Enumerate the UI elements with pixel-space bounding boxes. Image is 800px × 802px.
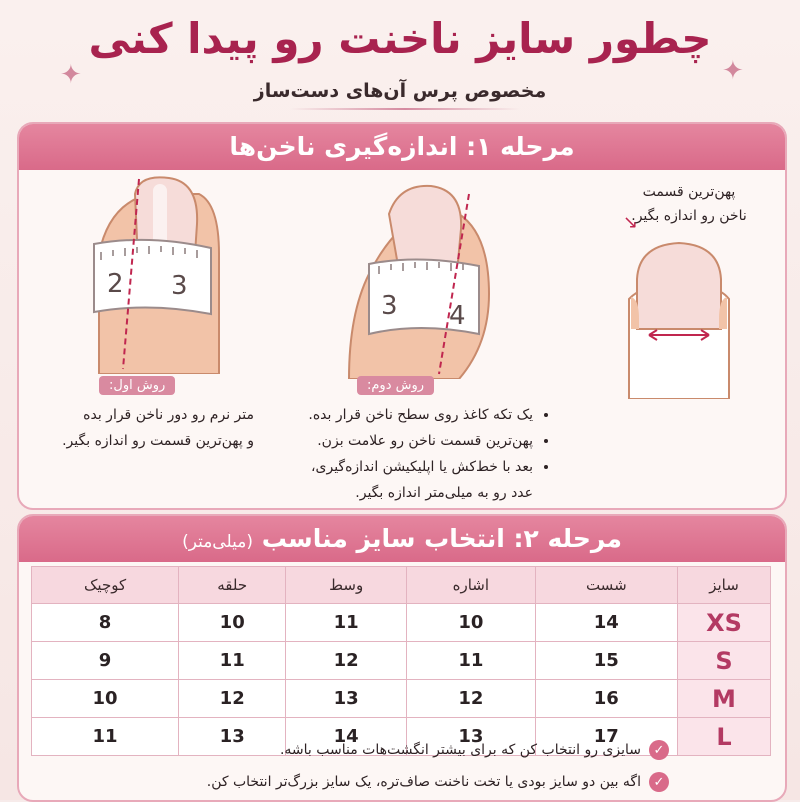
column-header: وسط <box>286 567 407 604</box>
method1-label: روش اول: <box>99 376 175 395</box>
table-row <box>32 604 771 642</box>
table-cell: 15 <box>535 642 677 680</box>
table-cell: 8 <box>32 604 179 642</box>
step2-heading: مرحله ۲: انتخاب سایز مناسب (میلی‌متر) <box>19 516 785 562</box>
table-cell: 16 <box>535 680 677 718</box>
column-header: اشاره <box>407 567 536 604</box>
column-header: شست <box>535 567 677 604</box>
size-cell: M <box>678 680 771 718</box>
table-cell: 14 <box>286 718 407 756</box>
table-cell: 10 <box>179 604 286 642</box>
column-header: سایز <box>678 567 771 604</box>
method2-label: روش دوم: <box>357 376 434 395</box>
tape-number: 3 <box>171 271 188 301</box>
size-cell: L <box>678 718 771 756</box>
table-cell: 11 <box>179 642 286 680</box>
unit-label: (میلی‌متر) <box>182 532 253 552</box>
table-cell: 10 <box>32 680 179 718</box>
table-cell: 17 <box>535 718 677 756</box>
tape-number: 3 <box>381 291 398 321</box>
nail-width-illustration <box>609 239 749 399</box>
table-cell: 12 <box>407 680 536 718</box>
sparkle-icon: ✦ <box>60 60 82 90</box>
pointer-arrow-icon: ↘ <box>623 212 639 233</box>
nail-width-hint: پهن‌ترین قسمت ناخن رو اندازه بگیر. <box>631 184 747 224</box>
tape-number: 2 <box>107 269 124 299</box>
check-icon: ✓ <box>649 772 669 792</box>
list-item: • یک تکه کاغذ روی سطح ناخن قرار بده. <box>289 402 533 428</box>
step1-panel <box>17 122 787 510</box>
sparkle-icon: ✦ <box>722 56 744 86</box>
size-cell: XS <box>678 604 771 642</box>
column-header: کوچیک <box>32 567 179 604</box>
table-cell: 14 <box>535 604 677 642</box>
tape-number: 4 <box>449 301 466 331</box>
table-cell: 11 <box>32 718 179 756</box>
table-row <box>32 642 771 680</box>
finger-tape-illustration-2 <box>339 174 509 379</box>
subtitle-divider <box>290 108 520 110</box>
table-cell: 13 <box>286 680 407 718</box>
size-table <box>31 566 771 756</box>
check-icon: ✓ <box>649 740 669 760</box>
page-subtitle: مخصوص پرس آن‌های دست‌ساز <box>253 80 547 102</box>
finger-tape-illustration-1 <box>79 174 239 374</box>
step2-panel <box>17 514 787 802</box>
list-item: • پهن‌ترین قسمت ناخن رو علامت بزن. <box>289 428 533 454</box>
note-item: ✓ اگه بین دو سایز بودی یا تخت ناخنت صاف‌تره، یک سایز بزرگ‌تر انتخاب کن. <box>19 772 669 792</box>
table-cell: 9 <box>32 642 179 680</box>
table-cell: 11 <box>286 604 407 642</box>
list-item: عدد رو به میلی‌متر اندازه بگیر. <box>355 485 533 501</box>
method1-description: متر نرم رو دور ناخن قرار بده و پهن‌ترین قسمت رو اندازه بگیر. <box>62 407 254 449</box>
table-cell: 10 <box>407 604 536 642</box>
column-header: حلقه <box>179 567 286 604</box>
list-item: • بعد با خط‌کش یا اپلیکیشن اندازه‌گیری، <box>289 454 533 480</box>
size-cell: S <box>678 642 771 680</box>
page-title: چطور سایز ناخنت رو پیدا کنی <box>88 14 712 63</box>
table-cell: 12 <box>179 680 286 718</box>
table-cell: 12 <box>286 642 407 680</box>
table-cell: 13 <box>407 718 536 756</box>
table-row <box>32 680 771 718</box>
table-cell: 13 <box>179 718 286 756</box>
table-cell: 11 <box>407 642 536 680</box>
note-item: ✓ سایزی رو انتخاب کن که برای بیشتر انگشت‌هات مناسب باشه. <box>19 740 669 760</box>
step1-heading: مرحله ۱: اندازه‌گیری ناخن‌ها <box>19 124 785 170</box>
method2-description <box>289 402 549 506</box>
